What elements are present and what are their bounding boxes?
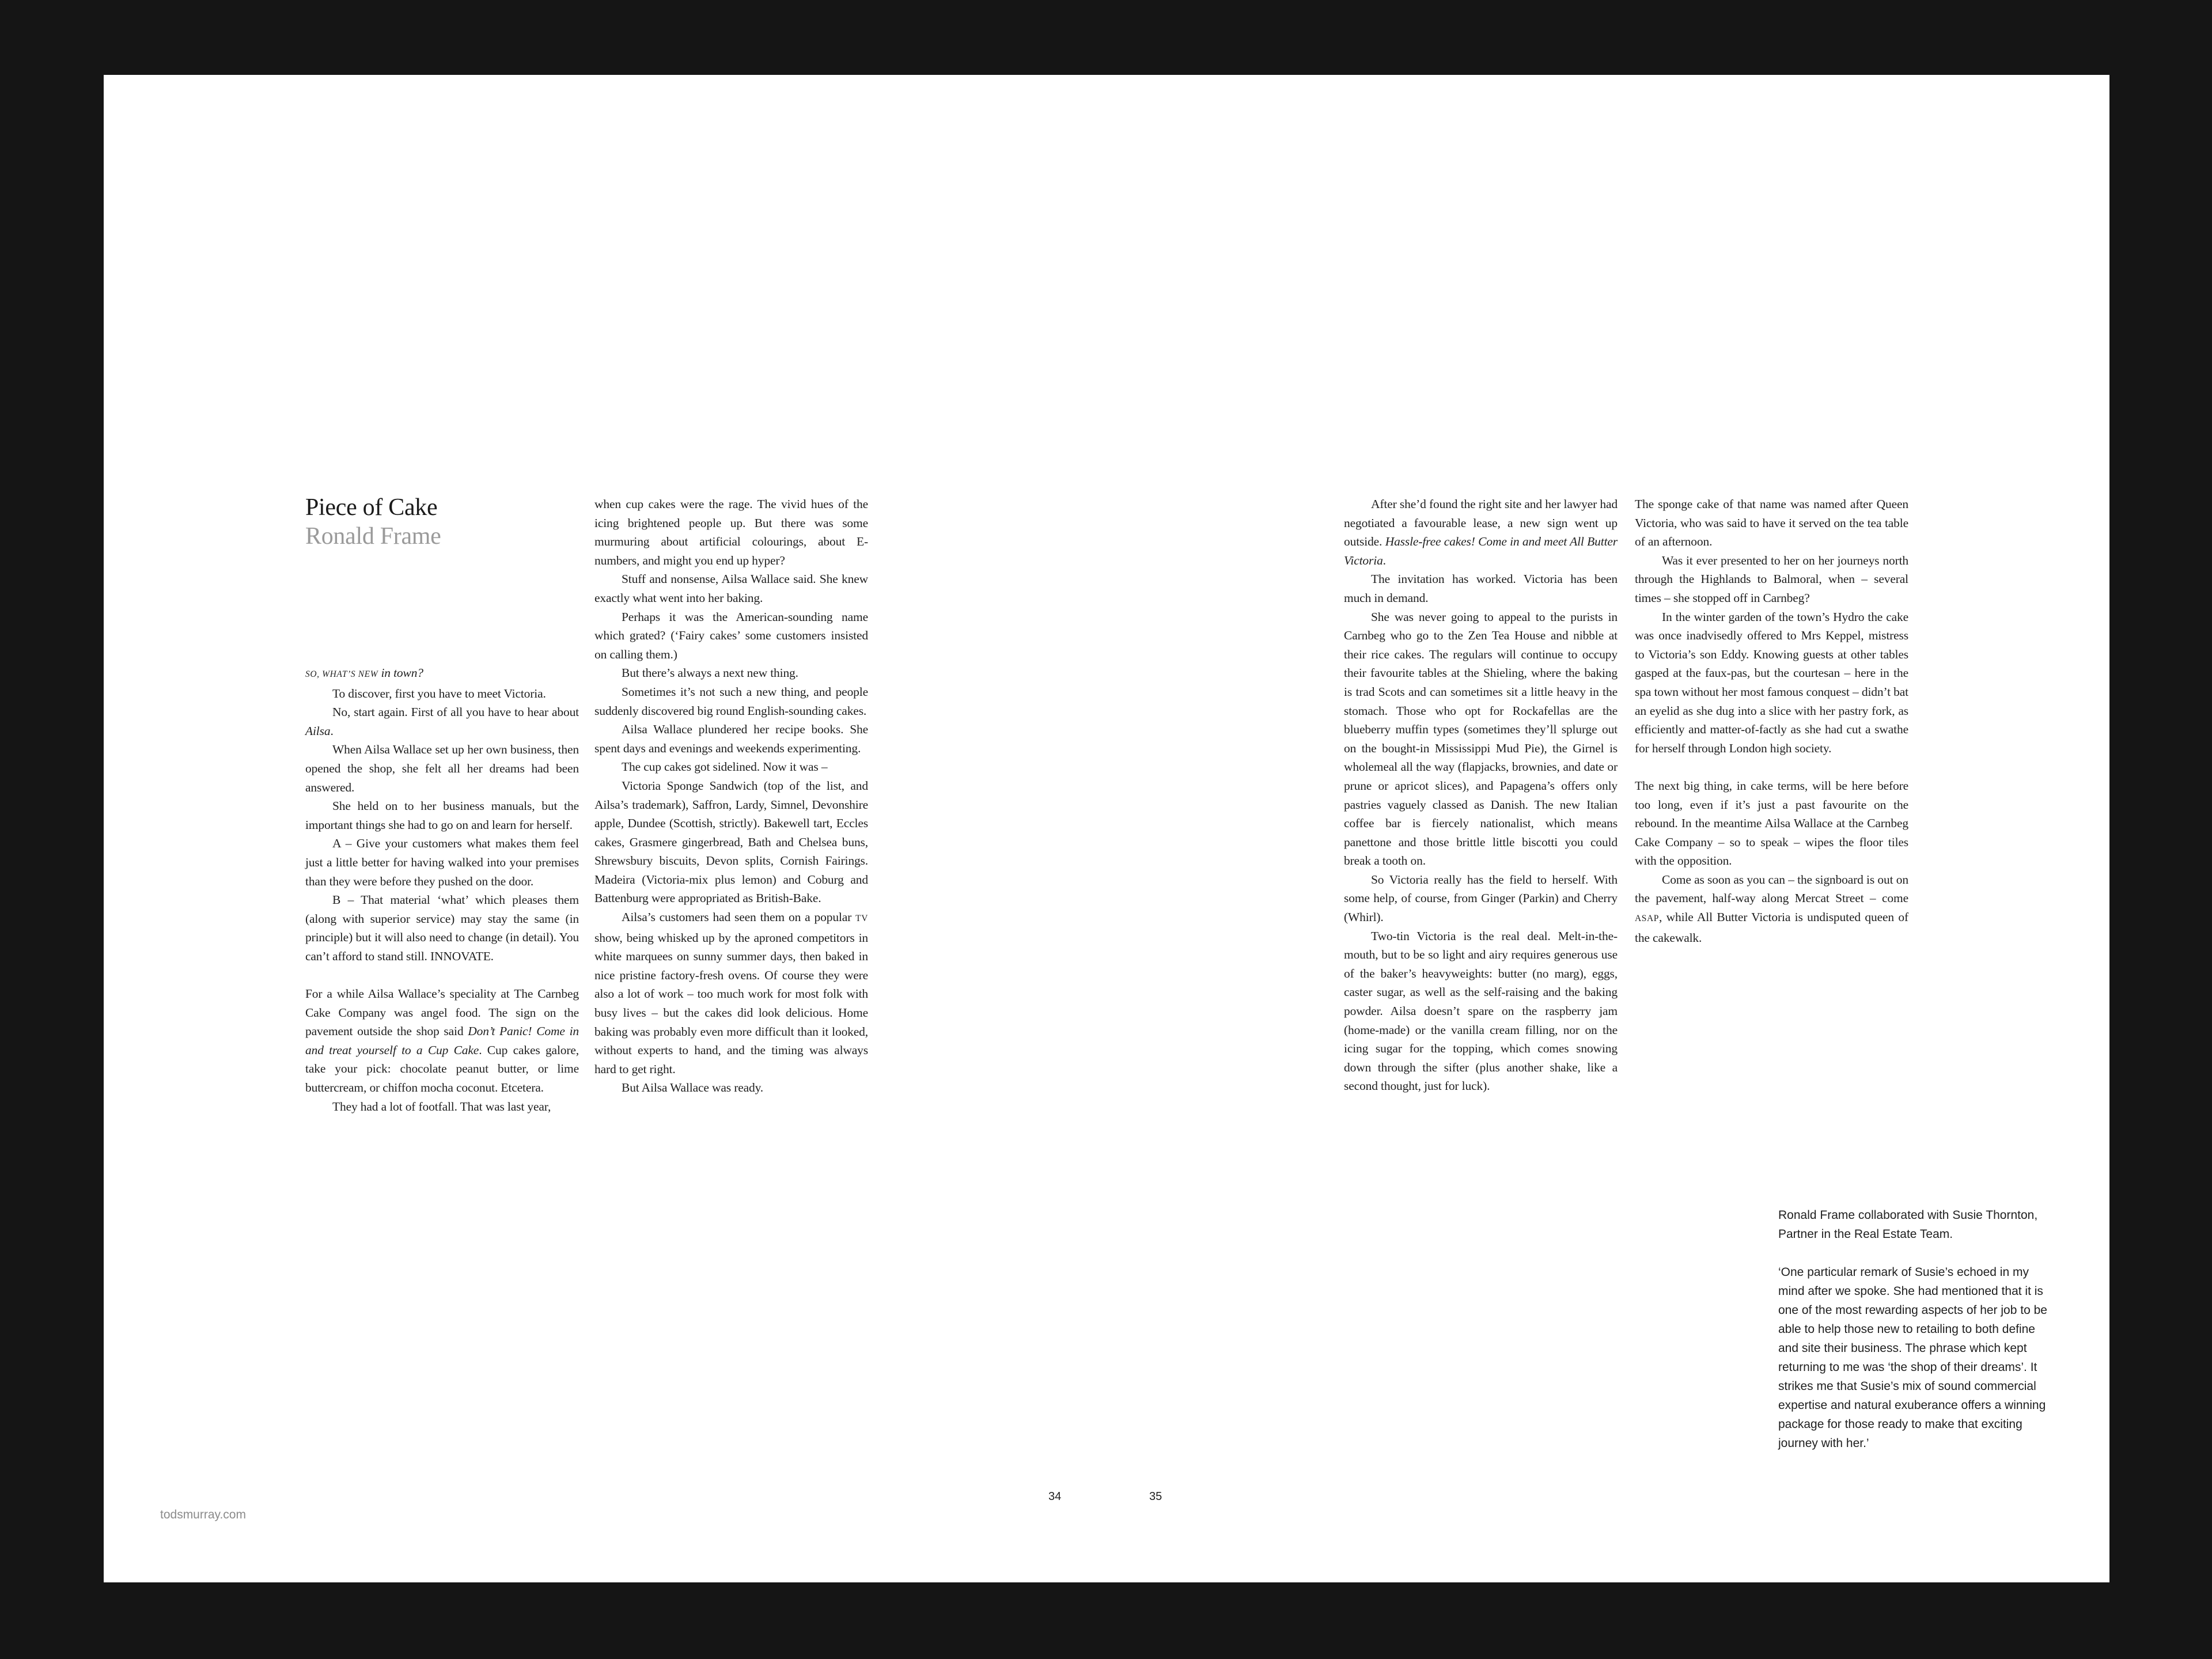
small-caps-lead: SO, WHAT’S NEW	[305, 669, 378, 679]
text-column-4	[1635, 495, 1908, 947]
paragraph: She was never going to appeal to the purists in Carnbeg who go to the Zen Tea House and nibble at their rice cakes. The regulars will continue to occupy their favourite tables at the Shieling, where the baking is trad Scots and can sometimes sit a little heavy in the stomach. Those who opt for Rockafellas are the blueberry muffin types (sometimes they’ll splurge out on the bought-in Mississippi Mud Pie), the Girnel is wholemeal all the way (flapjacks, brownies, and date or prune or apricot slices), and Papagena’s offers only pastries vaguely classed as Danish. The new Italian coffee bar is fiercely nationalist, which means panettone and those brittle little biscotti you could break a tooth on.	[1344, 609, 1618, 868]
text-column-3	[1344, 495, 1618, 1096]
paragraph: Perhaps it was the American-sounding name which grated? (‘Fairy cakes’ some customers insisted on calling them.)	[594, 609, 868, 661]
text-run: .	[330, 724, 334, 738]
paragraph	[594, 908, 868, 1078]
article-title: Piece of Cake	[305, 494, 438, 521]
italic-text: Ailsa	[305, 724, 331, 738]
paragraph: The invitation has worked. Victoria has been much in demand.	[1344, 572, 1618, 605]
paragraph: But Ailsa Wallace was ready.	[622, 1081, 764, 1095]
text-run: , while All Butter Victoria is undisputed queen of the cakewalk.	[1635, 910, 1908, 945]
page-spread	[104, 75, 2109, 1582]
paragraph: Ailsa Wallace plundered her recipe books. She spent days and evenings and weekends experimenting.	[594, 722, 868, 755]
paragraph	[1344, 495, 1618, 570]
paragraph	[1635, 870, 1908, 947]
paragraph: The next big thing, in cake terms, will be here before too long, even if it’s just a past favourite on the rebound. In the meantime Ailsa Wallace at the Carnbeg Cake Company – so to speak – wipes the floor tiles with the opposition.	[1635, 778, 1908, 868]
website-url: todsmurray.com	[160, 1508, 246, 1521]
paragraph: A – Give your customers what makes them feel just a little better for having walked into your premises than they were before they pushed on the door.	[305, 836, 579, 888]
paragraph	[305, 984, 579, 1097]
text-run: . Cup cakes galore, take your pick: chocolate peanut butter, or lime buttercream, or chiffon mocha coconut. Etcetera.	[305, 1043, 579, 1095]
text-run: Come as soon as you can – the signboard is out on the pavement, half-way along Mercat Street – come	[1635, 872, 1908, 906]
paragraph: To discover, first you have to meet Victoria.	[332, 686, 546, 700]
paragraph: The sponge cake of that name was named after Queen Victoria, who was said to have it served on the tea table of an afternoon.	[1635, 497, 1908, 549]
paragraph: Stuff and nonsense, Ailsa Wallace said. She knew exactly what went into her baking.	[594, 572, 868, 605]
text-run: For a while Ailsa Wallace’s speciality at The Carnbeg Cake Company was angel food. The sign on the pavement outside the shop said	[305, 987, 579, 1039]
paragraph: But there’s always a next new thing.	[622, 666, 798, 680]
paragraph: The cup cakes got sidelined. Now it was –	[622, 760, 828, 774]
sidebar-quote: ‘One particular remark of Susie’s echoed in my mind after we spoke. She had mentioned that it is one of the most rewarding aspects of her job to be able to help those new to retailing to both define and site their business. The phrase which kept returning to me was ‘the shop of their dreams’. It strikes me that Susie’s mix of sound commercial expertise and natural exuberance offers a winning package for those ready to make that exciting journey with her.’	[1778, 1266, 2047, 1450]
text-run: Ailsa’s customers had seen them on a popular	[622, 910, 856, 925]
paragraph: When Ailsa Wallace set up her own business, then opened the shop, she felt all her dreams had been answered.	[305, 743, 579, 794]
paragraph: Was it ever presented to her on her journeys north through the Highlands to Balmoral, when – several times – she stopped off in Carnbeg?	[1635, 553, 1908, 605]
text-run: After she’d found the right site and her lawyer had negotiated a favourable lease, a new sign went up outside.	[1344, 497, 1618, 549]
italic-text: Hassle-free cakes! Come in and meet All Butter Victoria	[1344, 535, 1618, 567]
paragraph: They had a lot of footfall. That was last year,	[332, 1099, 551, 1113]
paragraph: when cup cakes were the rage. The vivid hues of the icing brightened people up. But there was some murmuring about artificial colourings, about E-numbers, and might you end up hyper?	[594, 497, 868, 567]
article-author: Ronald Frame	[305, 523, 441, 550]
paragraph: Sometimes it’s not such a new thing, and people suddenly discovered big round English-sounding cakes.	[594, 684, 868, 718]
sidebar-credit: Ronald Frame collaborated with Susie Thornton, Partner in the Real Estate Team.	[1778, 1209, 2038, 1241]
text-column-1	[305, 664, 579, 1116]
text-column-2	[594, 495, 868, 1097]
sidebar-note	[1778, 1206, 2049, 1453]
paragraph: So Victoria really has the field to herself. With some help, of course, from Ginger (Parkin) and Cherry (Whirl).	[1344, 872, 1618, 925]
paragraph: She held on to her business manuals, but the important things she had to go on and learn for herself.	[305, 799, 579, 832]
paragraph: Two-tin Victoria is the real deal. Melt-in-the-mouth, but to be so light and airy requires generous use of the baker’s heavyweights: butter (no marg), eggs, caster sugar, as well as the self-raising and the baking powder. Ailsa doesn’t spare on the raspberry jam (home-made) or the vanilla cream filling, nor on the icing sugar for the topping, which comes snowing down through the sifter (plus another shake, like a second thought, just for luck).	[1344, 929, 1618, 1093]
paragraph: In the winter garden of the town’s Hydro the cake was once inadvisedly offered to Mrs Keppel, mistress to Victoria’s son Eddy. Knowing guests at other tables gasped at the faux-pas, but the courtesan – here in the spa town without her most famous conquest – didn’t bat an eyelid as she dug into a slice with her pastry fork, as efficiently and matter-of-factly as she had cut a swathe for herself through London high society.	[1635, 609, 1908, 755]
small-caps-text: TV	[855, 914, 868, 924]
italic-text: in town?	[378, 666, 423, 680]
paragraph	[305, 664, 579, 684]
page-number-left: 34	[1048, 1490, 1062, 1503]
italic-text: Don’t Panic! Come in and treat yourself to a Cup Cake	[305, 1024, 579, 1057]
text-run: .	[1382, 553, 1386, 567]
article-heading	[305, 493, 579, 551]
paragraph: Victoria Sponge Sandwich (top of the list, and Ailsa’s trademark), Saffron, Lardy, Simnel, Devonshire apple, Dundee (Scottish, strictly). Bakewell tart, Eccles cakes, Grasmere gingerbread, Bath and Chelsea buns, Shrewsbury biscuits, Devon splits, Cornish Fairings. Madeira (Victoria-mix plus lemon) and Coburg and Battenburg were appropriated as British-Bake.	[594, 778, 868, 906]
text-run: No, start again. First of all you have to hear about	[332, 705, 579, 719]
text-run: show, being whisked up by the aproned competitors in white marquees on sunny summer days, then baked in nice pristine factory-fresh ovens. Of course they were also a lot of work – too much work for most folk with busy lives – but the cakes did look delicious. Home baking was probably even more difficult than it looked, without experts to hand, and the timing was always hard to get right.	[594, 930, 868, 1076]
paragraph	[305, 703, 579, 740]
small-caps-text: ASAP	[1635, 914, 1660, 924]
page-number-right: 35	[1149, 1490, 1162, 1503]
paragraph: B – That material ‘what’ which pleases them (along with superior service) may stay the same (in principle) but it will also need to change (in detail). You can’t afford to stand still. INNOVATE.	[305, 893, 579, 963]
